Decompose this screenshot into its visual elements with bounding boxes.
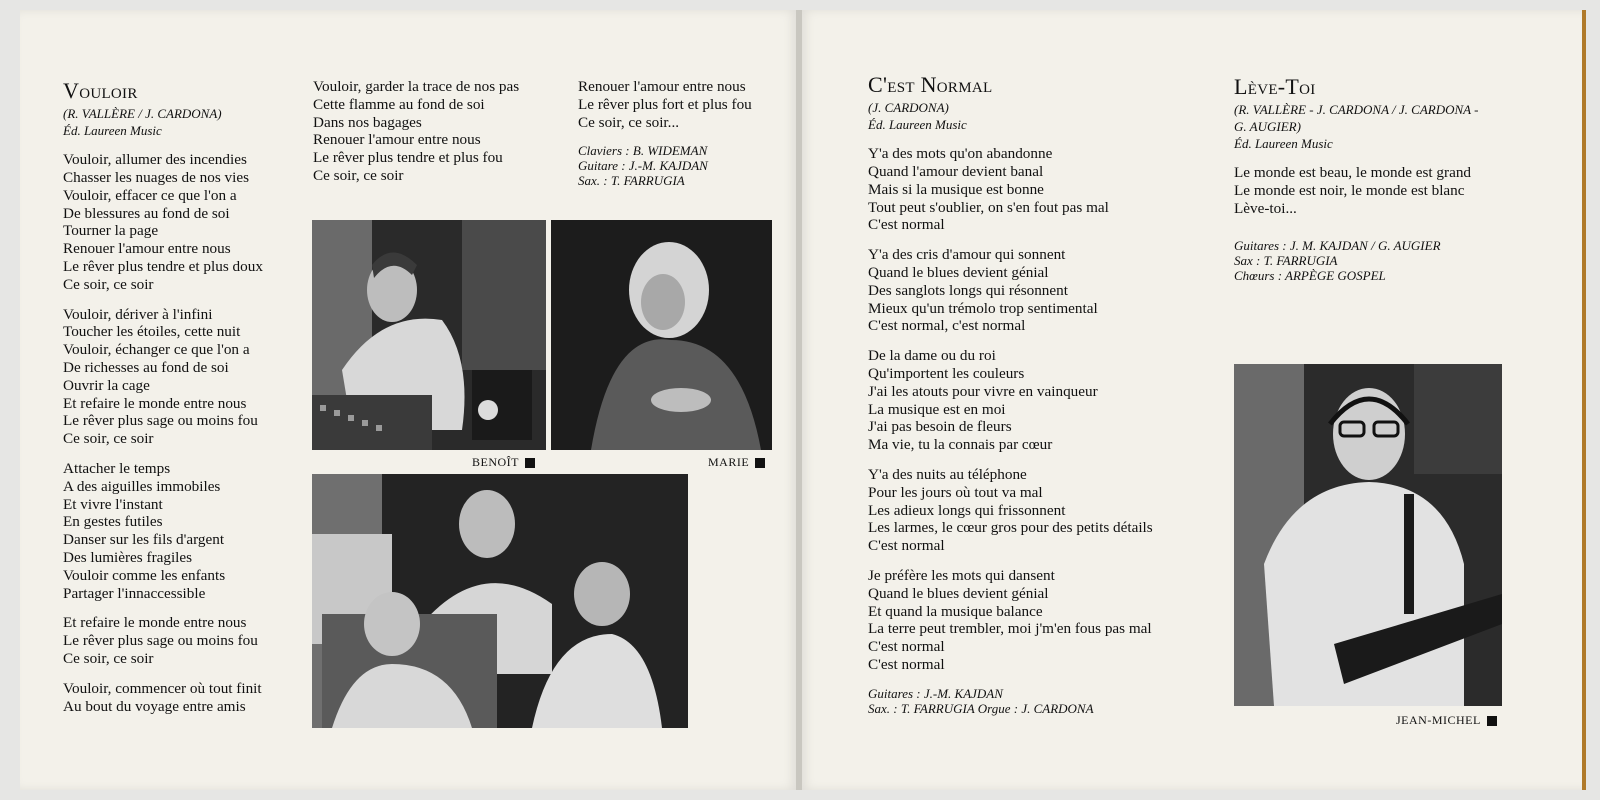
lyrics-verse (63, 614, 303, 667)
lyric-line: Tout peut s'oublier, on s'en fout pas mal (868, 198, 1109, 216)
lyric-line: Ce soir, ce soir (313, 166, 404, 184)
lyrics-verse (1234, 164, 1534, 217)
lyric-line: Mieux qu'un trémolo trop sentimental (868, 299, 1098, 317)
lyric-line: Ma vie, tu la connais par cœur (868, 436, 1053, 454)
lyrics-block (63, 151, 303, 715)
lyric-line: Renouer l'amour entre nous (313, 131, 481, 149)
lyrics-verse (63, 151, 303, 293)
lyric-line: C'est normal, c'est normal (868, 317, 1026, 335)
lyrics-block (1234, 164, 1534, 217)
lyrics-verse (578, 78, 788, 131)
caption-text: BENOÎT (472, 455, 519, 469)
lyric-line: De richesses au fond de soi (63, 359, 229, 377)
caption-jean-michel (1396, 713, 1497, 728)
page-edge (1582, 10, 1586, 790)
lyric-line: Lève-toi... (1234, 199, 1297, 217)
lyric-line: Je préfère les mots qui dansent (868, 567, 1055, 585)
lyric-line: Y'a des nuits au téléphone (868, 466, 1027, 484)
caption-text: MARIE (708, 455, 750, 469)
instrument-credits (868, 686, 1208, 716)
lyric-line: Le monde est beau, le monde est grand (1234, 164, 1472, 182)
lyric-line: Quand l'amour devient banal (868, 163, 1044, 181)
caption-marie (708, 455, 765, 470)
leve-toi-column (1234, 74, 1534, 283)
lyric-line: De blessures au fond de soi (63, 204, 230, 222)
lyric-line: Le rêver plus tendre et plus fou (313, 149, 503, 167)
lyrics-verse (63, 460, 303, 602)
lyric-line: Y'a des mots qu'on abandonne (868, 145, 1053, 163)
lyric-line: Le rêver plus sage ou moins fou (63, 632, 258, 650)
lyric-line: Le rêver plus sage ou moins fou (63, 412, 258, 430)
lyric-line: Et quand la musique balance (868, 602, 1043, 620)
lyric-line: Ce soir, ce soir (63, 650, 154, 668)
square-bullet-icon (755, 458, 765, 468)
lyrics-verse (868, 567, 1208, 674)
lyric-line: Renouer l'amour entre nous (578, 78, 746, 95)
vouloir-column-3 (578, 78, 788, 188)
lyric-line: Au bout du voyage entre amis (63, 697, 246, 715)
song-publisher: Éd. Laureen Music (63, 123, 162, 139)
lyric-line: Le rêver plus fort et plus fou (578, 95, 752, 113)
photo-benoit (312, 220, 546, 450)
lyric-line: Des sanglots longs qui résonnent (868, 281, 1068, 299)
lyric-line: C'est normal (868, 638, 945, 656)
lyric-line: Les adieux longs qui frissonnent (868, 501, 1066, 519)
lyric-line: Y'a des cris d'amour qui sonnent (868, 246, 1066, 264)
lyric-line: C'est normal (868, 656, 945, 674)
instrument-credits (578, 143, 788, 188)
lyrics-verse (868, 246, 1208, 335)
lyric-line: Toucher les étoiles, cette nuit (63, 323, 241, 341)
lyric-line: Pour les jours où tout va mal (868, 483, 1043, 501)
lyric-line: Ce soir, ce soir... (578, 113, 680, 131)
lyric-line: Danser sur les fils d'argent (63, 531, 225, 549)
vouloir-column-2 (313, 78, 553, 185)
lyric-line: Vouloir, dériver à l'infini (63, 305, 213, 323)
instrument-credit: Sax : T. FARRUGIA (1234, 252, 1338, 268)
lyric-line: Et refaire le monde entre nous (63, 394, 247, 412)
lyric-line: Partager l'innaccessible (63, 584, 206, 602)
lyric-line: Le rêver plus tendre et plus doux (63, 258, 263, 276)
song-publisher: Éd. Laureen Music (868, 117, 967, 133)
lyric-line: Cette flamme au fond de soi (313, 95, 485, 113)
lyric-line: Ce soir, ce soir (63, 275, 154, 293)
song-publisher: Éd. Laureen Music (1234, 136, 1333, 152)
lyrics-verse (313, 78, 553, 185)
song-title-leve-toi: Lève-Toi (1234, 74, 1316, 99)
lyric-line: C'est normal (868, 216, 945, 234)
lyric-line: Renouer l'amour entre nous (63, 240, 231, 258)
lyric-line: A des aiguilles immobiles (63, 477, 221, 495)
photo-group-studio (312, 474, 688, 728)
instrument-credits (1234, 238, 1534, 283)
lyrics-verse (868, 145, 1208, 234)
lyric-line: J'ai les atouts pour vivre en vainqueur (868, 382, 1098, 400)
lyric-line: Chasser les nuages de nos vies (63, 169, 250, 187)
lyric-line: La musique est en moi (868, 400, 1006, 418)
instrument-credit: Guitares : J.-M. KAJDAN (868, 685, 1003, 701)
lyric-line: Quand le blues devient génial (868, 584, 1049, 602)
photo-marie (551, 220, 772, 450)
lyrics-verse (63, 680, 303, 716)
lyric-line: Ouvrir la cage (63, 376, 150, 394)
lyric-line: Attacher le temps (63, 460, 171, 478)
book-gutter (796, 10, 802, 790)
lyrics-block (868, 145, 1208, 674)
lyric-line: Vouloir, effacer ce que l'on a (63, 186, 237, 204)
lyric-line: Et refaire le monde entre nous (63, 614, 247, 632)
lyric-line: Dans nos bagages (313, 113, 422, 131)
lyric-line: De la dame ou du roi (868, 347, 996, 365)
vouloir-column-1 (63, 78, 303, 715)
song-authors: (R. VALLÈRE - J. CARDONA / J. CARDONA - (1234, 102, 1479, 118)
lyric-line: En gestes futiles (63, 513, 163, 531)
song-authors: (J. CARDONA) (868, 100, 949, 116)
cest-normal-column (868, 72, 1208, 716)
lyric-line: Des lumières fragiles (63, 549, 193, 567)
lyric-line: Vouloir, échanger ce que l'on a (63, 341, 250, 359)
photo-jean-michel (1234, 364, 1502, 706)
lyric-line: Quand le blues devient génial (868, 264, 1049, 282)
square-bullet-icon (1487, 716, 1497, 726)
instrument-credit: Chœurs : ARPÈGE GOSPEL (1234, 267, 1386, 283)
lyrics-verse (63, 306, 303, 448)
lyric-line: Tourner la page (63, 222, 159, 240)
lyrics-verse (868, 466, 1208, 555)
caption-text: JEAN-MICHEL (1396, 713, 1481, 727)
song-title-cest-normal: C'est Normal (868, 72, 993, 97)
instrument-credit: Guitares : J. M. KAJDAN / G. AUGIER (1234, 237, 1441, 253)
song-authors: G. AUGIER) (1234, 119, 1301, 135)
lyric-line: Et vivre l'instant (63, 495, 163, 513)
lyric-line: Les larmes, le cœur gros pour des petits détails (868, 519, 1153, 537)
lyric-line: C'est normal (868, 537, 945, 555)
lyric-line: Qu'importent les couleurs (868, 365, 1025, 383)
lyric-line: Vouloir, allumer des incendies (63, 151, 247, 169)
lyric-line: La terre peut trembler, moi j'm'en fous pas mal (868, 620, 1152, 638)
lyric-line: Mais si la musique est bonne (868, 180, 1044, 198)
lyric-line: Vouloir, garder la trace de nos pas (313, 78, 520, 95)
lyric-line: Ce soir, ce soir (63, 430, 154, 448)
instrument-credit: Sax. : T. FARRUGIA (578, 173, 685, 189)
song-authors: (R. VALLÈRE / J. CARDONA) (63, 106, 222, 122)
lyric-line: Vouloir, commencer où tout finit (63, 679, 262, 697)
lyric-line: Le monde est noir, le monde est blanc (1234, 182, 1465, 200)
lyrics-verse (868, 347, 1208, 454)
lyric-line: Vouloir comme les enfants (63, 566, 226, 584)
instrument-credit: Claviers : B. WIDEMAN (578, 143, 708, 159)
square-bullet-icon (525, 458, 535, 468)
lyric-line: J'ai pas besoin de fleurs (868, 418, 1012, 436)
instrument-credit: Guitare : J.-M. KAJDAN (578, 158, 708, 174)
song-title-vouloir: Vouloir (63, 78, 138, 103)
caption-benoit (472, 455, 535, 470)
instrument-credit: Sax. : T. FARRUGIA Orgue : J. CARDONA (868, 700, 1094, 716)
